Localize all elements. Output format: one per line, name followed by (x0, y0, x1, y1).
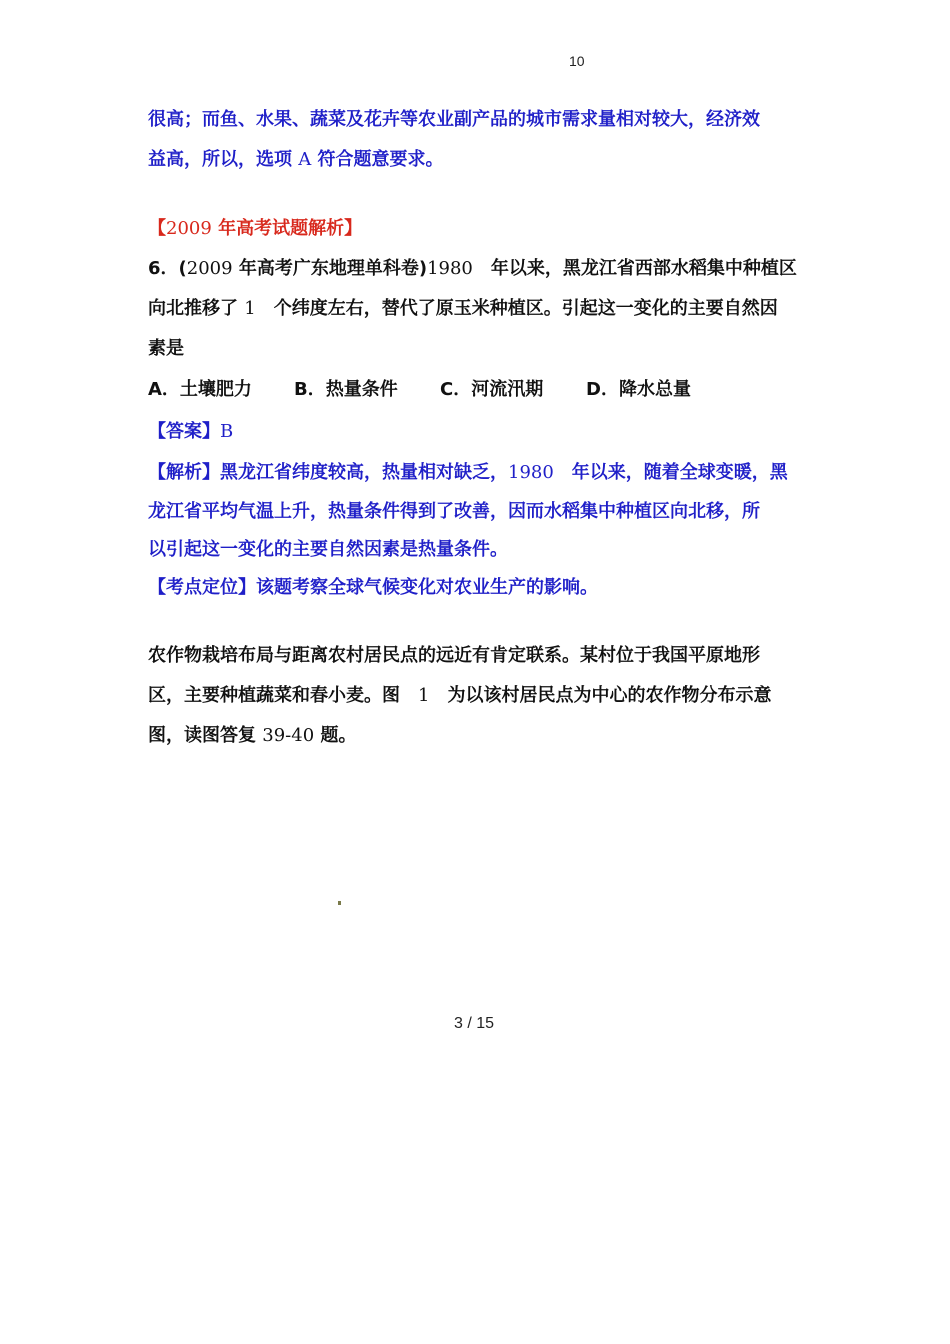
footer-page-indicator: 3 / 15 (454, 1015, 495, 1032)
section-title-open: 【 (148, 218, 166, 239)
analysis-focus: 【考点定位】该题考察全球气候变化对农业生产的影响。 (148, 577, 598, 598)
passage-line1: 农作物栽培布局与距离农村居民点的远近有肯定联系。某村位于我国平原地形 (148, 645, 760, 666)
option-d: D．降水总量 (586, 379, 691, 400)
question-year: 2009 (186, 258, 233, 279)
answer-line (148, 420, 233, 444)
option-b: B．热量条件 (294, 379, 398, 400)
answer-value: B (220, 421, 234, 442)
question-line2 (148, 297, 778, 321)
question-line1 (148, 257, 797, 281)
passage-line3-a: 图，读图答复 (148, 725, 263, 746)
analysis-line1-a: 【解析】黑龙江省纬度较高，热量相对缺乏， (148, 462, 508, 483)
section1-line1: 很高；而鱼、水果、蔬菜及花卉等农业副产品的城市需求量相对较大，经济效 (148, 109, 760, 130)
question-number: 6．( (148, 258, 187, 279)
analysis-line1-c: 年以来，随着全球变暖，黑 (553, 462, 788, 483)
question-degree-count: 1 (244, 298, 256, 319)
section1-option-letter: A (298, 149, 312, 170)
question-line3: 素是 (148, 338, 184, 359)
passage-line3 (148, 724, 356, 748)
analysis-line2: 龙江省平均气温上升，热量条件得到了改善，因而水稻集中种植区向北移，所 (148, 501, 760, 522)
section1-line2 (148, 148, 444, 172)
passage-line2-c: 为以该村居民点为中心的农作物分布示意 (429, 685, 772, 706)
section1-line2-text-a: 益高，所以，选项 (148, 149, 299, 170)
section-title-rest: 年高考试题解析】 (211, 218, 363, 239)
passage-question-range: 39-40 (262, 725, 315, 746)
answer-label: 【答案】 (148, 421, 220, 442)
passage-line2 (148, 684, 771, 708)
analysis-line3: 以引起这一变化的主要自然因素是热量条件。 (148, 539, 508, 560)
option-c: C．河流汛期 (440, 379, 544, 400)
question-line1-rest: 年以来，黑龙江省西部水稻集中种植区 (472, 258, 797, 279)
analysis-year: 1980 (508, 462, 554, 483)
section-title (148, 217, 362, 241)
passage-figure-number: 1 (418, 685, 430, 706)
question-line2-c: 个纬度左右，替代了原玉米种植区。引起这一变化的主要自然因 (255, 298, 778, 319)
section-title-year: 2009 (166, 218, 212, 239)
option-a: A．土壤肥力 (148, 379, 252, 400)
passage-line3-c: 题。 (314, 725, 357, 746)
question-since-year: 1980 (427, 258, 473, 279)
image-placeholder-dot (338, 901, 341, 905)
question-line2-a: 向北推移了 (148, 298, 245, 319)
analysis-line1 (148, 461, 788, 485)
question-source: 年高考广东地理单科卷) (232, 258, 428, 279)
passage-line2-a: 区，主要种植蔬菜和春小麦。图 (148, 685, 418, 706)
section1-line2-text-c: 符合题意要求。 (311, 149, 444, 170)
header-page-number: 10 (569, 53, 585, 69)
